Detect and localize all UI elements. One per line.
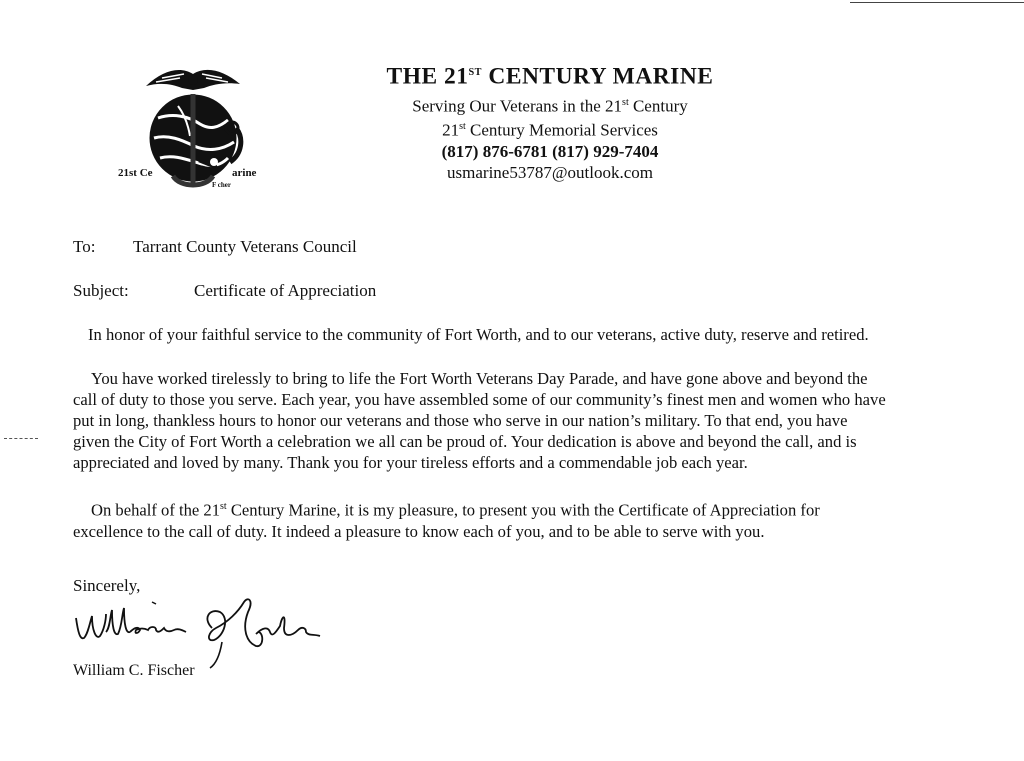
paragraph-line: excellence to the call of duty. It indeed a pleasure to know each of you, and to be able to serve with you. (73, 521, 765, 541)
letterhead (360, 58, 740, 183)
paragraph-honor: In honor of your faithful service to the community of Fort Worth, and to our veterans, active duty, reserve and retired. (88, 325, 869, 344)
subject-value: Certificate of Appreciation (194, 281, 377, 300)
logo-sub-text: F cher (212, 181, 231, 189)
paragraph-line: On behalf of the 21st Century Marine, it is my pleasure, to present you with the Certificate of Appreciation for (91, 500, 820, 520)
logo-text-left: 21st Ce (118, 167, 153, 179)
letterhead-phones: (817) 876-6781 (817) 929-7404 (441, 141, 659, 161)
signer-name: William C. Fischer (73, 662, 195, 679)
paragraph-line: put in long, thankless hours to honor our veterans and those who serve in our nation’s military. To that end, you have (73, 411, 848, 430)
paragraph-certificate (73, 496, 993, 542)
subject-label: Subject: (73, 281, 129, 300)
margin-mark (4, 438, 38, 440)
handwritten-signature-icon (70, 592, 340, 672)
letterhead-title: THE 21ST CENTURY MARINE (386, 63, 714, 89)
closing-salutation: Sincerely, (73, 576, 141, 595)
paragraph-line: appreciated and loved by many. Thank you for your tireless efforts and a commendable job each year. (73, 453, 748, 472)
paragraph-line: call of duty to those you serve. Each year, you have assembled some of our community’s finest men and women who have (73, 390, 886, 409)
letterhead-tagline: Serving Our Veterans in the 21st Century (412, 96, 688, 116)
paragraph-line: given the City of Fort Worth a celebration we all can be proud of. Your dedication is above and beyond the call, and is (73, 432, 857, 451)
letterhead-email: usmarine53787@outlook.com (447, 162, 653, 182)
logo-text-right: arine (232, 167, 257, 179)
to-value: Tarrant County Veterans Council (133, 237, 357, 256)
scan-line (850, 2, 1024, 3)
paragraph-line: You have worked tirelessly to bring to life the Fort Worth Veterans Day Parade, and have gone above and beyond the (91, 369, 868, 388)
letterhead-service: 21st Century Memorial Services (442, 120, 658, 140)
paragraph-parade (73, 368, 993, 473)
to-label: To: (73, 237, 96, 256)
